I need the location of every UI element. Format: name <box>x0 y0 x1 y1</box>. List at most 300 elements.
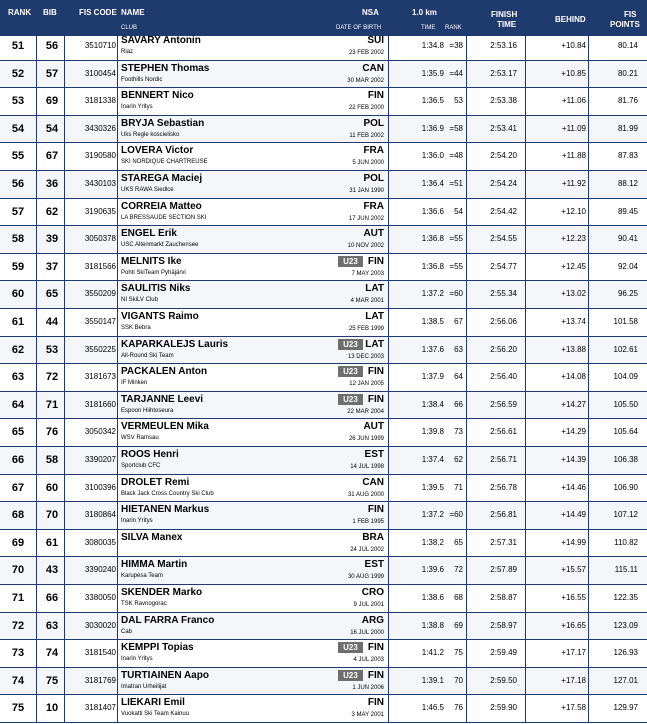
fis-code-cell: 3380050 <box>84 593 116 602</box>
column-divider <box>36 116 37 143</box>
fis-points: 89.45 <box>617 206 638 216</box>
column-divider <box>525 530 526 557</box>
split-rank: 65 <box>454 537 463 547</box>
column-divider <box>466 61 467 88</box>
finish-time: 2:56.61 <box>490 427 517 437</box>
date-of-birth: 3 MAY 2001 <box>351 712 384 719</box>
rank-cell: 59 <box>11 260 25 273</box>
column-divider <box>117 364 118 391</box>
column-divider <box>588 585 589 612</box>
bib-cell: 65 <box>45 288 59 301</box>
athlete-name: MELNITS Ike <box>121 255 182 267</box>
table-row <box>0 419 647 447</box>
split-rank: =55 <box>449 261 463 271</box>
bib-cell: 71 <box>45 398 59 411</box>
rank-cell: 63 <box>11 371 25 384</box>
finish-time: 2:56.59 <box>490 399 517 409</box>
table-row <box>0 33 647 61</box>
date-of-birth: 22 FEB 2000 <box>348 105 384 112</box>
column-divider <box>588 88 589 115</box>
table-row <box>0 309 647 337</box>
column-divider <box>525 695 526 722</box>
fis-points: 123.09 <box>613 620 638 630</box>
header-name: NAME <box>121 8 145 17</box>
header-fis-code: FIS CODE <box>79 8 117 17</box>
nsa-code: AUT <box>363 421 384 433</box>
club-name: Uks Regle koscielisko <box>121 131 180 138</box>
fis-code-cell: 3430326 <box>84 123 116 133</box>
club-name: Karupesa Team <box>121 573 163 580</box>
bib-cell: 10 <box>45 702 59 715</box>
finish-time: 2:59.50 <box>490 675 517 685</box>
table-row <box>0 585 647 613</box>
u23-badge: U23 <box>338 339 363 350</box>
finish-time: 2:54.20 <box>490 151 517 161</box>
column-divider <box>36 668 37 695</box>
rank-cell: 64 <box>11 398 25 411</box>
table-row <box>0 530 647 558</box>
athlete-name: DAL FARRA Franco <box>121 614 215 626</box>
finish-time: 2:54.77 <box>490 261 517 271</box>
athlete-name: KAPARKALEJS Lauris <box>121 338 229 350</box>
rank-cell: 72 <box>11 619 25 632</box>
column-divider <box>388 281 389 308</box>
rank-cell: 57 <box>11 205 25 218</box>
column-divider <box>117 613 118 640</box>
club-name: Inarin Yritys <box>121 656 153 663</box>
athlete-name: BRYJA Sebastian <box>121 117 205 129</box>
time-behind: +16.65 <box>561 620 586 630</box>
fis-points: 92.04 <box>617 261 638 271</box>
time-behind: +13.02 <box>561 289 586 299</box>
u23-badge: U23 <box>338 642 363 653</box>
rank-cell: 58 <box>11 233 25 246</box>
finish-time: 2:58.97 <box>490 620 517 630</box>
nsa-code: FRA <box>363 200 384 212</box>
finish-time: 2:53.41 <box>490 123 517 133</box>
header-dob: DATE OF BIRTH <box>336 25 382 31</box>
nsa-code: FIN <box>367 90 384 102</box>
column-divider <box>388 640 389 667</box>
fis-points: 104.09 <box>613 372 638 382</box>
finish-time: 2:56.81 <box>490 510 517 520</box>
split-time: 1:41.2 <box>421 648 444 658</box>
time-behind: +17.18 <box>561 675 586 685</box>
table-row <box>0 88 647 116</box>
nsa-code: FRA <box>363 145 384 157</box>
time-behind: +11.92 <box>561 179 586 188</box>
fis-points: 80.21 <box>617 68 638 78</box>
table-row <box>0 613 647 641</box>
fis-code-cell: 3181566 <box>84 261 116 271</box>
split-rank: =60 <box>449 510 463 520</box>
column-divider <box>388 337 389 364</box>
column-divider <box>525 392 526 419</box>
bib-cell: 53 <box>45 343 59 356</box>
split-time: 1:37.9 <box>421 372 444 382</box>
athlete-name: VIGANTS Raimo <box>121 311 199 322</box>
column-divider <box>36 88 37 115</box>
column-divider <box>525 226 526 253</box>
column-divider <box>117 447 118 474</box>
fis-points: 106.38 <box>613 455 638 464</box>
column-divider <box>588 337 589 364</box>
column-divider <box>588 309 589 336</box>
time-behind: +14.29 <box>561 427 586 437</box>
rank-cell: 61 <box>11 316 25 328</box>
column-divider <box>466 364 467 391</box>
split-time: 1:39.8 <box>421 427 444 437</box>
bib-cell: 74 <box>45 647 59 660</box>
column-divider <box>588 668 589 695</box>
column-divider <box>588 143 589 170</box>
column-divider <box>388 668 389 695</box>
fis-points: 107.12 <box>613 510 638 520</box>
fis-points: 101.58 <box>613 317 638 326</box>
bib-cell: 70 <box>45 509 59 522</box>
split-rank: 75 <box>454 648 463 658</box>
athlete-name: HIMMA Martin <box>121 559 188 571</box>
column-divider <box>466 88 467 115</box>
column-divider <box>36 695 37 722</box>
nsa-code: FIN <box>367 697 384 709</box>
column-divider <box>388 61 389 88</box>
split-rank: 72 <box>454 565 463 575</box>
column-divider <box>525 61 526 88</box>
fis-code-cell: 3430103 <box>84 179 116 188</box>
column-divider <box>36 143 37 170</box>
bib-cell: 44 <box>45 316 59 328</box>
header-nsa: NSA <box>362 8 379 17</box>
column-divider <box>388 88 389 115</box>
club-name: Cab <box>121 628 133 635</box>
rank-cell: 71 <box>11 592 25 604</box>
column-divider <box>588 171 589 198</box>
header-rank: RANK <box>8 8 32 17</box>
fis-code-cell: 3181407 <box>84 703 116 713</box>
split-rank: =44 <box>449 68 463 78</box>
column-divider <box>36 199 37 226</box>
column-divider <box>525 419 526 446</box>
time-behind: +12.10 <box>561 206 586 216</box>
fis-code-cell: 3550209 <box>84 289 116 299</box>
date-of-birth: 1 JUN 2006 <box>352 684 384 691</box>
finish-time: 2:53.16 <box>490 41 517 50</box>
fis-code-cell: 3390240 <box>84 565 116 575</box>
athlete-name: LIEKARI Emil <box>121 697 185 709</box>
column-divider <box>388 199 389 226</box>
column-divider <box>388 392 389 419</box>
column-divider <box>466 254 467 281</box>
header-finish: FINISH <box>491 10 518 19</box>
column-divider <box>117 226 118 253</box>
header-split-time: TIME <box>421 25 436 31</box>
athlete-name: CORREIA Matteo <box>121 200 202 212</box>
column-divider <box>588 557 589 584</box>
nsa-code: FIN <box>367 642 384 654</box>
column-divider <box>36 392 37 419</box>
fis-code-cell: 3550225 <box>84 344 116 354</box>
table-row <box>0 557 647 585</box>
split-rank: =51 <box>449 179 463 188</box>
split-time: 1:37.4 <box>421 455 444 464</box>
rank-cell: 68 <box>11 509 25 522</box>
bib-cell: 66 <box>45 592 59 604</box>
column-divider <box>588 475 589 502</box>
split-time: 1:38.5 <box>421 317 444 326</box>
column-divider <box>388 171 389 198</box>
column-divider <box>36 61 37 88</box>
club-name: Vuokatti Ski Team Kainuu <box>121 711 190 718</box>
split-time: 1:36.8 <box>421 261 444 271</box>
nsa-code: FIN <box>367 504 384 516</box>
time-behind: +14.49 <box>561 510 586 520</box>
split-rank: 70 <box>454 675 463 685</box>
column-divider <box>588 640 589 667</box>
column-divider <box>388 254 389 281</box>
date-of-birth: 23 FEB 2002 <box>348 50 384 56</box>
column-divider <box>525 364 526 391</box>
column-divider <box>117 392 118 419</box>
date-of-birth: 12 JAN 2005 <box>349 381 384 388</box>
header-behind: BEHIND <box>555 15 586 24</box>
time-behind: +10.85 <box>561 68 586 78</box>
column-divider <box>466 502 467 529</box>
split-time: 1:36.4 <box>421 179 444 188</box>
athlete-name: VERMEULEN Mika <box>121 421 209 433</box>
time-behind: +12.45 <box>561 261 586 271</box>
column-divider <box>388 585 389 612</box>
fis-points: 90.41 <box>617 234 638 244</box>
finish-time: 2:57.89 <box>490 565 517 575</box>
finish-time: 2:57.31 <box>490 537 517 547</box>
split-rank: =55 <box>449 234 463 244</box>
bib-cell: 43 <box>45 564 59 577</box>
club-name: Espoon Hiihtoseura <box>121 407 174 414</box>
time-behind: +12.23 <box>561 234 586 244</box>
fis-points: 81.99 <box>617 123 638 133</box>
nsa-code: CAN <box>362 62 384 74</box>
fis-points: 81.76 <box>617 96 638 106</box>
split-rank: =60 <box>449 289 463 299</box>
date-of-birth: 24 JUL 2002 <box>350 546 384 553</box>
column-divider <box>36 309 37 336</box>
table-row <box>0 475 647 503</box>
date-of-birth: 16 JUL 2000 <box>350 629 384 636</box>
header-split-distance: 1.0 km <box>412 8 437 17</box>
club-name: UKS RAWA Siedlce <box>121 187 174 193</box>
fis-points: 102.61 <box>613 344 638 354</box>
bib-cell: 62 <box>45 205 59 218</box>
column-divider <box>36 585 37 612</box>
column-divider <box>466 557 467 584</box>
finish-time: 2:55.34 <box>490 289 517 299</box>
nsa-code: POL <box>363 117 384 129</box>
date-of-birth: 25 FEB 1999 <box>348 326 384 332</box>
finish-time: 2:56.06 <box>490 317 517 326</box>
nsa-code: CAN <box>362 476 384 488</box>
column-divider <box>117 309 118 336</box>
club-name: Pohti SkiTeam Pyhäjärvi <box>121 269 186 276</box>
table-row <box>0 640 647 668</box>
time-behind: +17.17 <box>561 648 586 658</box>
column-divider <box>388 226 389 253</box>
bib-cell: 72 <box>45 371 59 384</box>
nsa-code: LAT <box>365 283 384 295</box>
column-divider <box>388 557 389 584</box>
time-behind: +11.09 <box>561 123 586 133</box>
club-name: Sportclub CFC <box>121 463 161 469</box>
column-divider <box>466 143 467 170</box>
column-divider <box>466 116 467 143</box>
column-divider <box>36 447 37 474</box>
results-header <box>0 0 647 36</box>
club-name: Foothills Nordic <box>121 76 163 83</box>
time-behind: +17.58 <box>561 703 586 713</box>
finish-time: 2:56.40 <box>490 372 517 382</box>
split-rank: 71 <box>454 482 463 492</box>
club-name: Inarin Yritys <box>121 518 153 525</box>
split-rank: 68 <box>454 593 463 602</box>
column-divider <box>525 613 526 640</box>
finish-time: 2:53.38 <box>490 96 517 106</box>
table-row <box>0 281 647 309</box>
finish-time: 2:54.55 <box>490 234 517 244</box>
club-name: Black Jack Cross Country Ski Club <box>121 490 214 497</box>
column-divider <box>588 226 589 253</box>
split-time: 1:39.6 <box>421 565 444 575</box>
athlete-name: SAULITIS Niks <box>121 283 191 295</box>
bib-cell: 58 <box>45 454 59 466</box>
column-divider <box>36 557 37 584</box>
u23-badge: U23 <box>338 670 363 681</box>
date-of-birth: 26 JUN 1999 <box>348 436 384 443</box>
column-divider <box>36 475 37 502</box>
column-divider <box>117 585 118 612</box>
date-of-birth: 9 JUL 2001 <box>353 602 384 608</box>
rank-cell: 60 <box>11 288 25 301</box>
split-time: 1:39.1 <box>421 675 444 685</box>
column-divider <box>525 668 526 695</box>
bib-cell: 67 <box>45 150 59 163</box>
fis-points: 110.82 <box>614 537 638 547</box>
column-divider <box>525 475 526 502</box>
table-row <box>0 61 647 89</box>
column-divider <box>466 585 467 612</box>
header-fis: FIS <box>624 10 637 19</box>
column-divider <box>117 668 118 695</box>
column-divider <box>525 88 526 115</box>
split-time: 1:37.2 <box>421 510 444 520</box>
table-row <box>0 116 647 144</box>
fis-code-cell: 3181540 <box>84 648 116 658</box>
split-time: 1:34.8 <box>421 41 444 50</box>
column-divider <box>117 116 118 143</box>
column-divider <box>588 502 589 529</box>
split-time: 1:36.0 <box>421 151 444 161</box>
column-divider <box>117 88 118 115</box>
club-name: TSK Ravnogorac <box>121 601 167 607</box>
u23-badge: U23 <box>338 256 363 267</box>
date-of-birth: 31 AUG 2000 <box>347 491 384 498</box>
time-behind: +15.57 <box>561 565 586 575</box>
split-time: 1:38.4 <box>421 399 444 409</box>
bib-cell: 60 <box>45 481 59 494</box>
date-of-birth: 30 MAR 2002 <box>347 77 384 84</box>
fis-points: 87.83 <box>617 151 638 161</box>
column-divider <box>388 695 389 722</box>
split-time: 1:35.9 <box>421 68 444 78</box>
nsa-code: ARG <box>361 614 384 626</box>
column-divider <box>466 530 467 557</box>
fis-points: 126.93 <box>613 648 638 658</box>
column-divider <box>117 171 118 198</box>
time-behind: +11.06 <box>561 96 586 106</box>
nsa-code: POL <box>363 173 384 184</box>
rank-cell: 52 <box>11 67 25 80</box>
fis-code-cell: 3181338 <box>84 96 116 106</box>
column-divider <box>117 61 118 88</box>
split-rank: 69 <box>454 620 463 630</box>
finish-time: 2:59.90 <box>490 703 517 713</box>
column-divider <box>588 281 589 308</box>
club-name: Riaz <box>121 49 134 55</box>
table-row <box>0 668 647 696</box>
fis-points: 105.50 <box>613 399 638 409</box>
column-divider <box>525 337 526 364</box>
rank-cell: 69 <box>11 536 25 549</box>
finish-time: 2:58.87 <box>490 593 517 602</box>
date-of-birth: 30 AUG 1999 <box>347 574 384 581</box>
time-behind: +10.84 <box>561 41 586 50</box>
column-divider <box>466 309 467 336</box>
u23-badge: U23 <box>338 394 363 405</box>
column-divider <box>117 530 118 557</box>
bib-cell: 56 <box>45 40 59 52</box>
column-divider <box>466 668 467 695</box>
rank-cell: 67 <box>11 481 25 494</box>
fis-code-cell: 3510710 <box>84 41 116 50</box>
column-divider <box>117 254 118 281</box>
table-row <box>0 392 647 420</box>
column-divider <box>388 502 389 529</box>
athlete-name: KEMPPI Topias <box>121 642 194 654</box>
column-divider <box>466 33 467 60</box>
column-divider <box>388 116 389 143</box>
column-divider <box>388 419 389 446</box>
finish-time: 2:54.24 <box>490 179 517 188</box>
bib-cell: 57 <box>45 67 59 80</box>
table-row <box>0 171 647 199</box>
split-time: 1:36.9 <box>421 123 444 133</box>
time-behind: +16.55 <box>561 593 586 602</box>
column-divider <box>525 309 526 336</box>
column-divider <box>117 143 118 170</box>
column-divider <box>36 226 37 253</box>
time-behind: +13.88 <box>561 344 586 354</box>
column-divider <box>117 33 118 60</box>
column-divider <box>525 447 526 474</box>
column-divider <box>388 530 389 557</box>
date-of-birth: 11 FEB 2002 <box>349 132 384 139</box>
column-divider <box>525 557 526 584</box>
split-rank: 63 <box>454 344 463 354</box>
column-divider <box>36 613 37 640</box>
time-behind: +14.39 <box>561 455 586 464</box>
u23-badge: U23 <box>338 366 363 377</box>
club-name: Inarin Yritys <box>121 104 153 111</box>
club-name: SSK Bebra <box>121 325 151 331</box>
